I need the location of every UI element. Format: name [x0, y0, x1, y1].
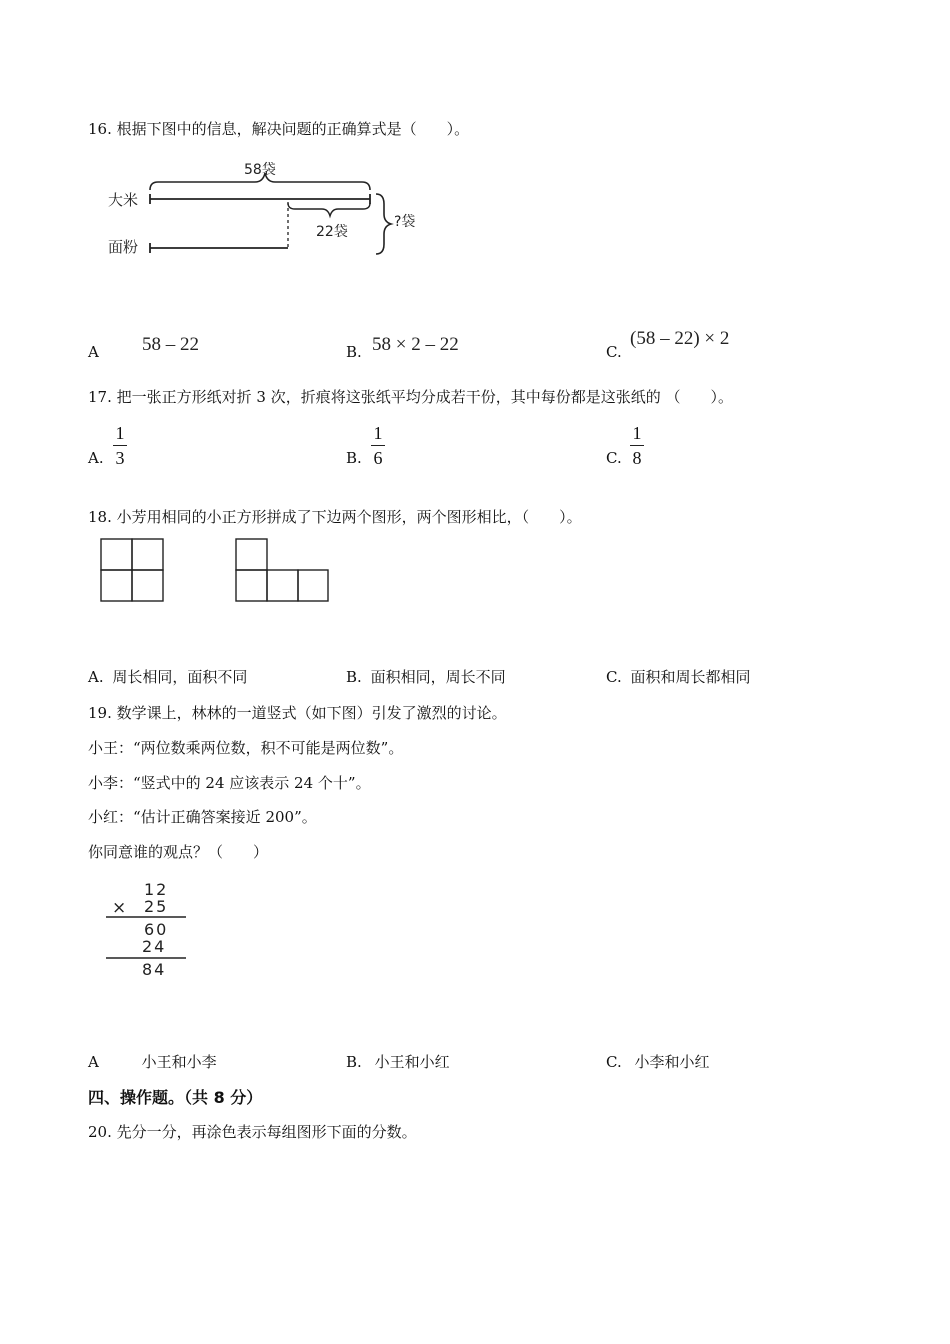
q17-option-b-denominator: 6: [373, 448, 383, 468]
q17-option-a-denominator: 3: [115, 448, 125, 468]
q17-option-a-letter[interactable]: A.: [88, 449, 104, 467]
q16-option-c-letter[interactable]: C.: [606, 343, 622, 361]
multiply-sign: ×: [112, 898, 127, 918]
q17-option-c-fraction: [630, 423, 644, 468]
q19-option-c-text: 小李和小红: [634, 1053, 710, 1071]
rice-label: 大米: [108, 191, 139, 209]
sum-brace: [376, 194, 391, 254]
q19-option-b-text: 小王和小红: [374, 1053, 450, 1071]
q19-option-b-letter: B.: [346, 1053, 362, 1071]
q17-option-c-denominator: 8: [632, 448, 642, 468]
q16-diagram: [100, 150, 440, 270]
q18-figures: [98, 536, 338, 606]
q18-option-c-text: 面积和周长都相同: [630, 668, 751, 686]
square-figure: [101, 539, 163, 601]
q19-option-b[interactable]: [346, 1052, 450, 1072]
q19-option-c-letter: C.: [606, 1053, 622, 1071]
difference-label: 22袋: [316, 224, 348, 240]
q17-option-a-fraction: [113, 423, 127, 468]
q19-line-li: 小李：“竖式中的 24 应该表示 24 个十”。: [88, 774, 371, 792]
q19-option-c[interactable]: [606, 1052, 710, 1072]
q18-option-b[interactable]: [346, 667, 506, 687]
total-label: 58袋: [244, 162, 276, 178]
q19-option-a-text: 小王和小李: [141, 1053, 217, 1071]
q18-option-b-letter: B.: [346, 668, 362, 686]
q18-option-c[interactable]: [606, 667, 751, 687]
calc-partial-1: 60: [144, 920, 169, 939]
q17-option-b-numerator: 1: [373, 423, 383, 443]
q19-option-a[interactable]: [88, 1052, 217, 1072]
vertical-multiplication: [100, 875, 200, 985]
q19-question: 你同意谁的观点？（ ）: [88, 843, 269, 861]
q18-option-a-text: 周长相同，面积不同: [112, 668, 248, 686]
l-shape-figure: [236, 539, 328, 601]
q18-option-a[interactable]: [88, 667, 247, 687]
q17-option-b-fraction: [371, 423, 385, 468]
q16-stem: 16. 根据下图中的信息，解决问题的正确算式是（ ）。: [88, 120, 470, 138]
q17-option-c-letter[interactable]: C.: [606, 449, 622, 467]
calc-partial-2: 24: [142, 937, 167, 956]
q17-option-c-numerator: 1: [632, 423, 642, 443]
question-label: ?袋: [394, 214, 416, 230]
q19-stem: 19. 数学课上，林林的一道竖式（如下图）引发了激烈的讨论。: [88, 704, 507, 722]
calc-multiplier: 25: [144, 897, 169, 916]
q19-line-wang: 小王：“两位数乘两位数，积不可能是两位数”。: [88, 739, 404, 757]
section-4-title: 四、操作题。（共 8 分）: [88, 1088, 263, 1107]
q19-option-a-letter: A: [88, 1053, 99, 1071]
calc-result: 84: [142, 960, 167, 979]
flour-label: 面粉: [108, 238, 139, 256]
q19-line-hong: 小红：“估计正确答案接近 200”。: [88, 808, 317, 826]
q16-option-a-expr: 58 – 22: [142, 334, 199, 355]
q16-option-a-letter[interactable]: A: [88, 343, 99, 361]
q17-stem: 17. 把一张正方形纸对折 3 次，折痕将这张纸平均分成若干份，其中每份都是这张纸的 （ ）。: [88, 388, 733, 406]
q18-option-a-letter: A.: [88, 668, 104, 686]
q17-option-b-letter[interactable]: B.: [346, 449, 362, 467]
q18-option-c-letter: C.: [606, 668, 622, 686]
q16-option-b-expr: 58 × 2 – 22: [372, 334, 459, 355]
difference-brace: [288, 203, 370, 216]
q18-stem: 18. 小芳用相同的小正方形拼成了下边两个图形，两个图形相比，（ ）。: [88, 508, 582, 526]
q17-option-a-numerator: 1: [115, 423, 125, 443]
calc-top-number: 12: [144, 880, 169, 899]
q16-option-b-letter[interactable]: B.: [346, 343, 362, 361]
q16-option-c-expr: (58 – 22) × 2: [630, 328, 730, 349]
q20-stem: 20. 先分一分，再涂色表示每组图形下面的分数。: [88, 1123, 417, 1141]
q18-option-b-text: 面积相同，周长不同: [370, 668, 506, 686]
